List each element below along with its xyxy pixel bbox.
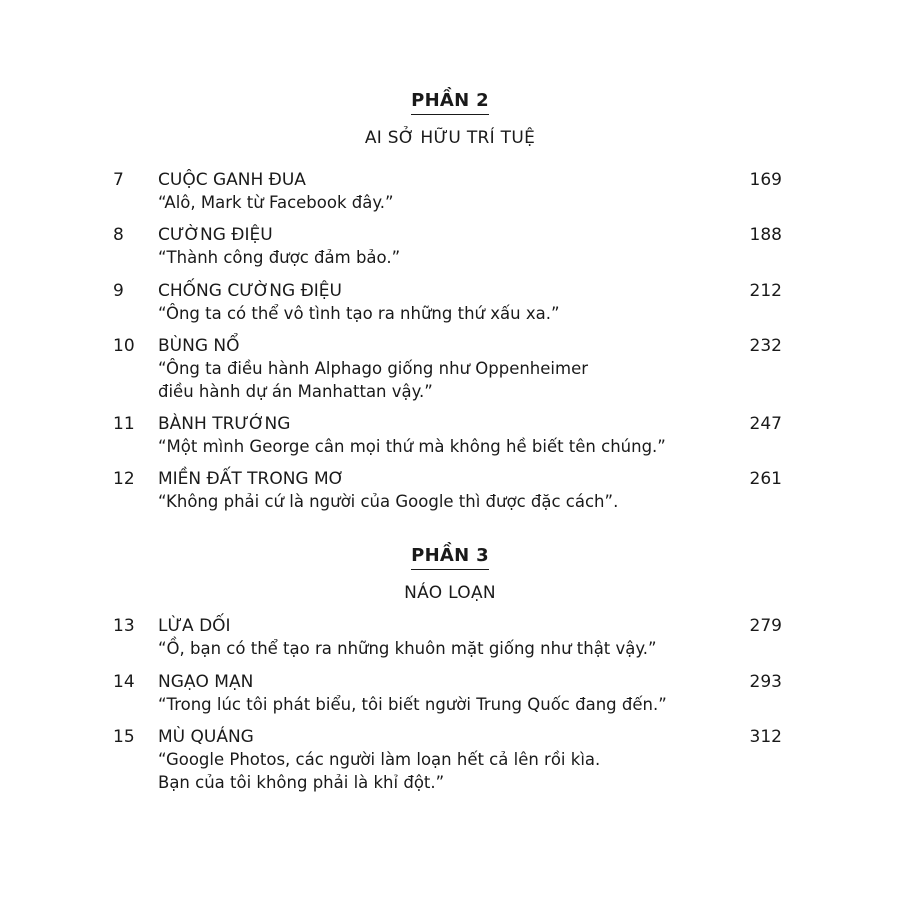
chapter-number: 7: [113, 170, 124, 190]
chapter-quote: “Ồ, bạn có thể tạo ra những khuôn mặt giống như thật vậy.”: [158, 639, 657, 658]
page-number: 312: [749, 727, 782, 747]
part-label: PHẦN 3: [411, 545, 489, 570]
chapter-quote: “Trong lúc tôi phát biểu, tôi biết người Trung Quốc đang đến.”: [158, 695, 667, 714]
chapter-title: NGẠO MẠN: [158, 672, 254, 692]
part-title: AI SỞ HỮU TRÍ TUỆ: [364, 128, 536, 148]
page-number: 232: [749, 336, 782, 356]
chapter-quote: “Thành công được đảm bảo.”: [158, 248, 401, 267]
chapter-number: 12: [113, 469, 135, 489]
chapter-title: MIỀN ĐẤT TRONG MƠ: [158, 469, 345, 489]
page-number: 261: [749, 469, 782, 489]
chapter-quote: “Một mình George cân mọi thứ mà không hề biết tên chúng.”: [158, 437, 666, 456]
chapter-quote: “Ông ta có thể vô tình tạo ra những thứ xấu xa.”: [158, 304, 560, 323]
chapter-title: BÙNG NỔ: [158, 336, 240, 356]
page-number: 212: [749, 281, 782, 301]
chapter-title: CƯỜNG ĐIỆU: [158, 225, 273, 245]
chapter-title: CUỘC GANH ĐUA: [158, 170, 306, 190]
page-number: 188: [749, 225, 782, 245]
chapter-number: 14: [113, 672, 135, 692]
chapter-quote: “Alô, Mark từ Facebook đây.”: [158, 193, 394, 212]
chapter-number: 10: [113, 336, 135, 356]
part-title: NÁO LOẠN: [404, 583, 496, 603]
chapter-quote: “Ông ta điều hành Alphago giống như Oppenheimer điều hành dự án Manhattan vậy.”: [158, 359, 589, 401]
page-number: 279: [749, 616, 782, 636]
part-label: PHẦN 2: [411, 90, 489, 115]
chapter-number: 13: [113, 616, 135, 636]
page-number: 169: [749, 170, 782, 190]
chapter-number: 8: [113, 225, 124, 245]
chapter-number: 9: [113, 281, 124, 301]
chapter-title: MÙ QUÁNG: [158, 727, 254, 747]
part-2-heading: [0, 90, 900, 115]
chapter-number: 11: [113, 414, 135, 434]
chapter-title: LỪA DỐI: [158, 616, 231, 636]
page-number: 247: [749, 414, 782, 434]
chapter-number: 15: [113, 727, 135, 747]
chapter-title: BÀNH TRƯỚNG: [158, 414, 291, 434]
chapter-title: CHỐNG CƯỜNG ĐIỆU: [158, 281, 342, 301]
page-number: 293: [749, 672, 782, 692]
chapter-quote: “Google Photos, các người làm loạn hết cả lên rồi kìa. Bạn của tôi không phải là khỉ đột.”: [158, 750, 601, 792]
part-3-heading: [0, 545, 900, 570]
chapter-quote: “Không phải cứ là người của Google thì được đặc cách”.: [158, 492, 619, 511]
